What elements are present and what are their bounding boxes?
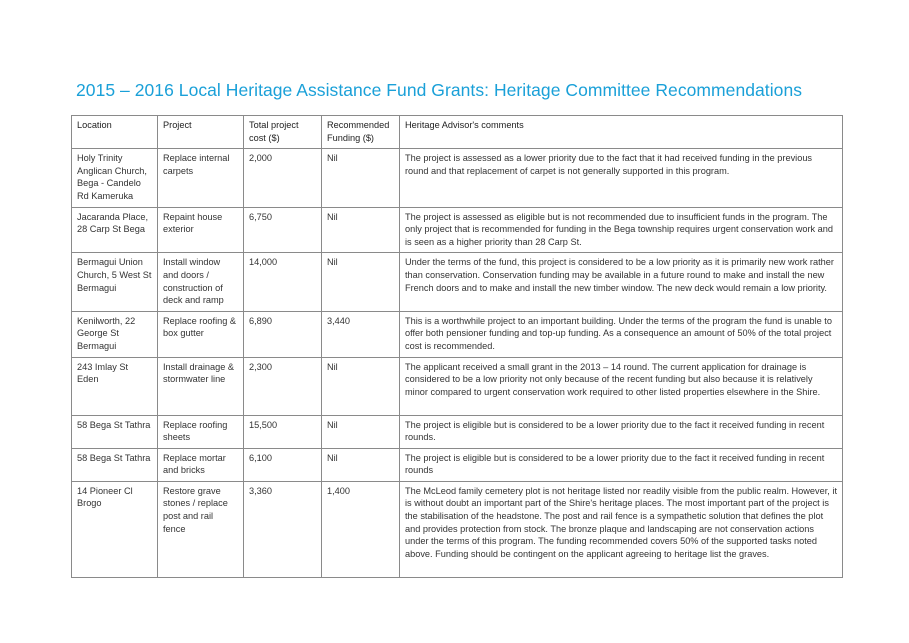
table-row (72, 357, 843, 415)
cell-location: Bermagui Union Church, 5 West St Bermagui (72, 253, 158, 311)
cell-location: Kenilworth, 22 George St Bermagui (72, 311, 158, 357)
cell-cost: 14,000 (244, 253, 322, 311)
cell-cost: 2,300 (244, 357, 322, 415)
table-header-row (72, 116, 843, 149)
cell-funding: Nil (322, 207, 400, 253)
cell-location: 58 Bega St Tathra (72, 415, 158, 448)
cell-comment: The project is eligible but is considered to be a lower priority due to the fact it received funding in recent rounds. (400, 415, 843, 448)
cell-project: Replace roofing & box gutter (158, 311, 244, 357)
header-recommended-funding: Recommended Funding ($) (322, 116, 400, 149)
cell-funding: Nil (322, 415, 400, 448)
cell-location: 243 Imlay St Eden (72, 357, 158, 415)
cell-comment: The project is eligible but is considered to be a lower priority due to the fact it received funding in recent rounds (400, 448, 843, 481)
table-row (72, 311, 843, 357)
cell-funding: Nil (322, 357, 400, 415)
cell-project: Install window and doors / construction of deck and ramp (158, 253, 244, 311)
cell-cost: 2,000 (244, 149, 322, 207)
table-row (72, 481, 843, 577)
cell-cost: 6,750 (244, 207, 322, 253)
table-row (72, 253, 843, 311)
cell-location: 58 Bega St Tathra (72, 448, 158, 481)
cell-project: Replace internal carpets (158, 149, 244, 207)
cell-funding: 1,400 (322, 481, 400, 577)
cell-cost: 6,100 (244, 448, 322, 481)
cell-cost: 3,360 (244, 481, 322, 577)
cell-comment: The project is assessed as a lower priority due to the fact that it had received funding in the previous round and that replacement of carpet is not generally supported in this program. (400, 149, 843, 207)
cell-project: Restore grave stones / replace post and rail fence (158, 481, 244, 577)
header-project: Project (158, 116, 244, 149)
cell-comment: This is a worthwhile project to an important building. Under the terms of the program the fund is unable to offer both pensioner funding and top-up funding. As a consequence an amount of 50% of the total project cost is recommended. (400, 311, 843, 357)
cell-comment: Under the terms of the fund, this project is considered to be a low priority as it is primarily new work rather than conservation. Conservation funding may be available in a future round to make and install the new French doors and to make and install the new timber window. The new deck would remain a low priority. (400, 253, 843, 311)
cell-location: Holy Trinity Anglican Church, Bega - Candelo Rd Kameruka (72, 149, 158, 207)
cell-funding: Nil (322, 253, 400, 311)
cell-comment: The McLeod family cemetery plot is not heritage listed nor readily visible from the public realm. However, it is without doubt an important part of the Shire's heritage places. The most important part of the project is the stabilisation of the headstone. The post and rail fence is a sympathetic solution that defines the plot and provides protection from stock. The bronze plaque and landscaping are not conservation actions under the terms of this program. The funding recommended covers 50% of the supported tasks noted above. Funding should be contingent on the applicant agreeing to heritage list the graves. (400, 481, 843, 577)
grants-table (71, 115, 843, 578)
cell-project: Install drainage & stormwater line (158, 357, 244, 415)
table-row (72, 448, 843, 481)
table-row (72, 149, 843, 207)
cell-location: 14 Pioneer Cl Brogo (72, 481, 158, 577)
cell-comment: The project is assessed as eligible but is not recommended due to insufficient funds in the program. The only project that is recommended for funding in the Bega township requires urgent conservation work and is seen as a higher priority than 28 Carp St. (400, 207, 843, 253)
cell-cost: 6,890 (244, 311, 322, 357)
cell-comment: The applicant received a small grant in the 2013 – 14 round. The current application for drainage is considered to be a low priority not only because of the recent funding but also because it is relatively minor compared to urgent conservation work required to other listed properties elsewhere in the Shire. (400, 357, 843, 415)
cell-project: Replace mortar and bricks (158, 448, 244, 481)
cell-location: Jacaranda Place, 28 Carp St Bega (72, 207, 158, 253)
table-row (72, 207, 843, 253)
cell-funding: Nil (322, 149, 400, 207)
cell-funding: 3,440 (322, 311, 400, 357)
header-advisor-comments: Heritage Advisor's comments (400, 116, 843, 149)
header-location: Location (72, 116, 158, 149)
table-row (72, 415, 843, 448)
header-total-cost: Total project cost ($) (244, 116, 322, 149)
cell-funding: Nil (322, 448, 400, 481)
page-title: 2015 – 2016 Local Heritage Assistance Fund Grants: Heritage Committee Recommendations (76, 80, 803, 100)
cell-project: Repaint house exterior (158, 207, 244, 253)
cell-project: Replace roofing sheets (158, 415, 244, 448)
cell-cost: 15,500 (244, 415, 322, 448)
